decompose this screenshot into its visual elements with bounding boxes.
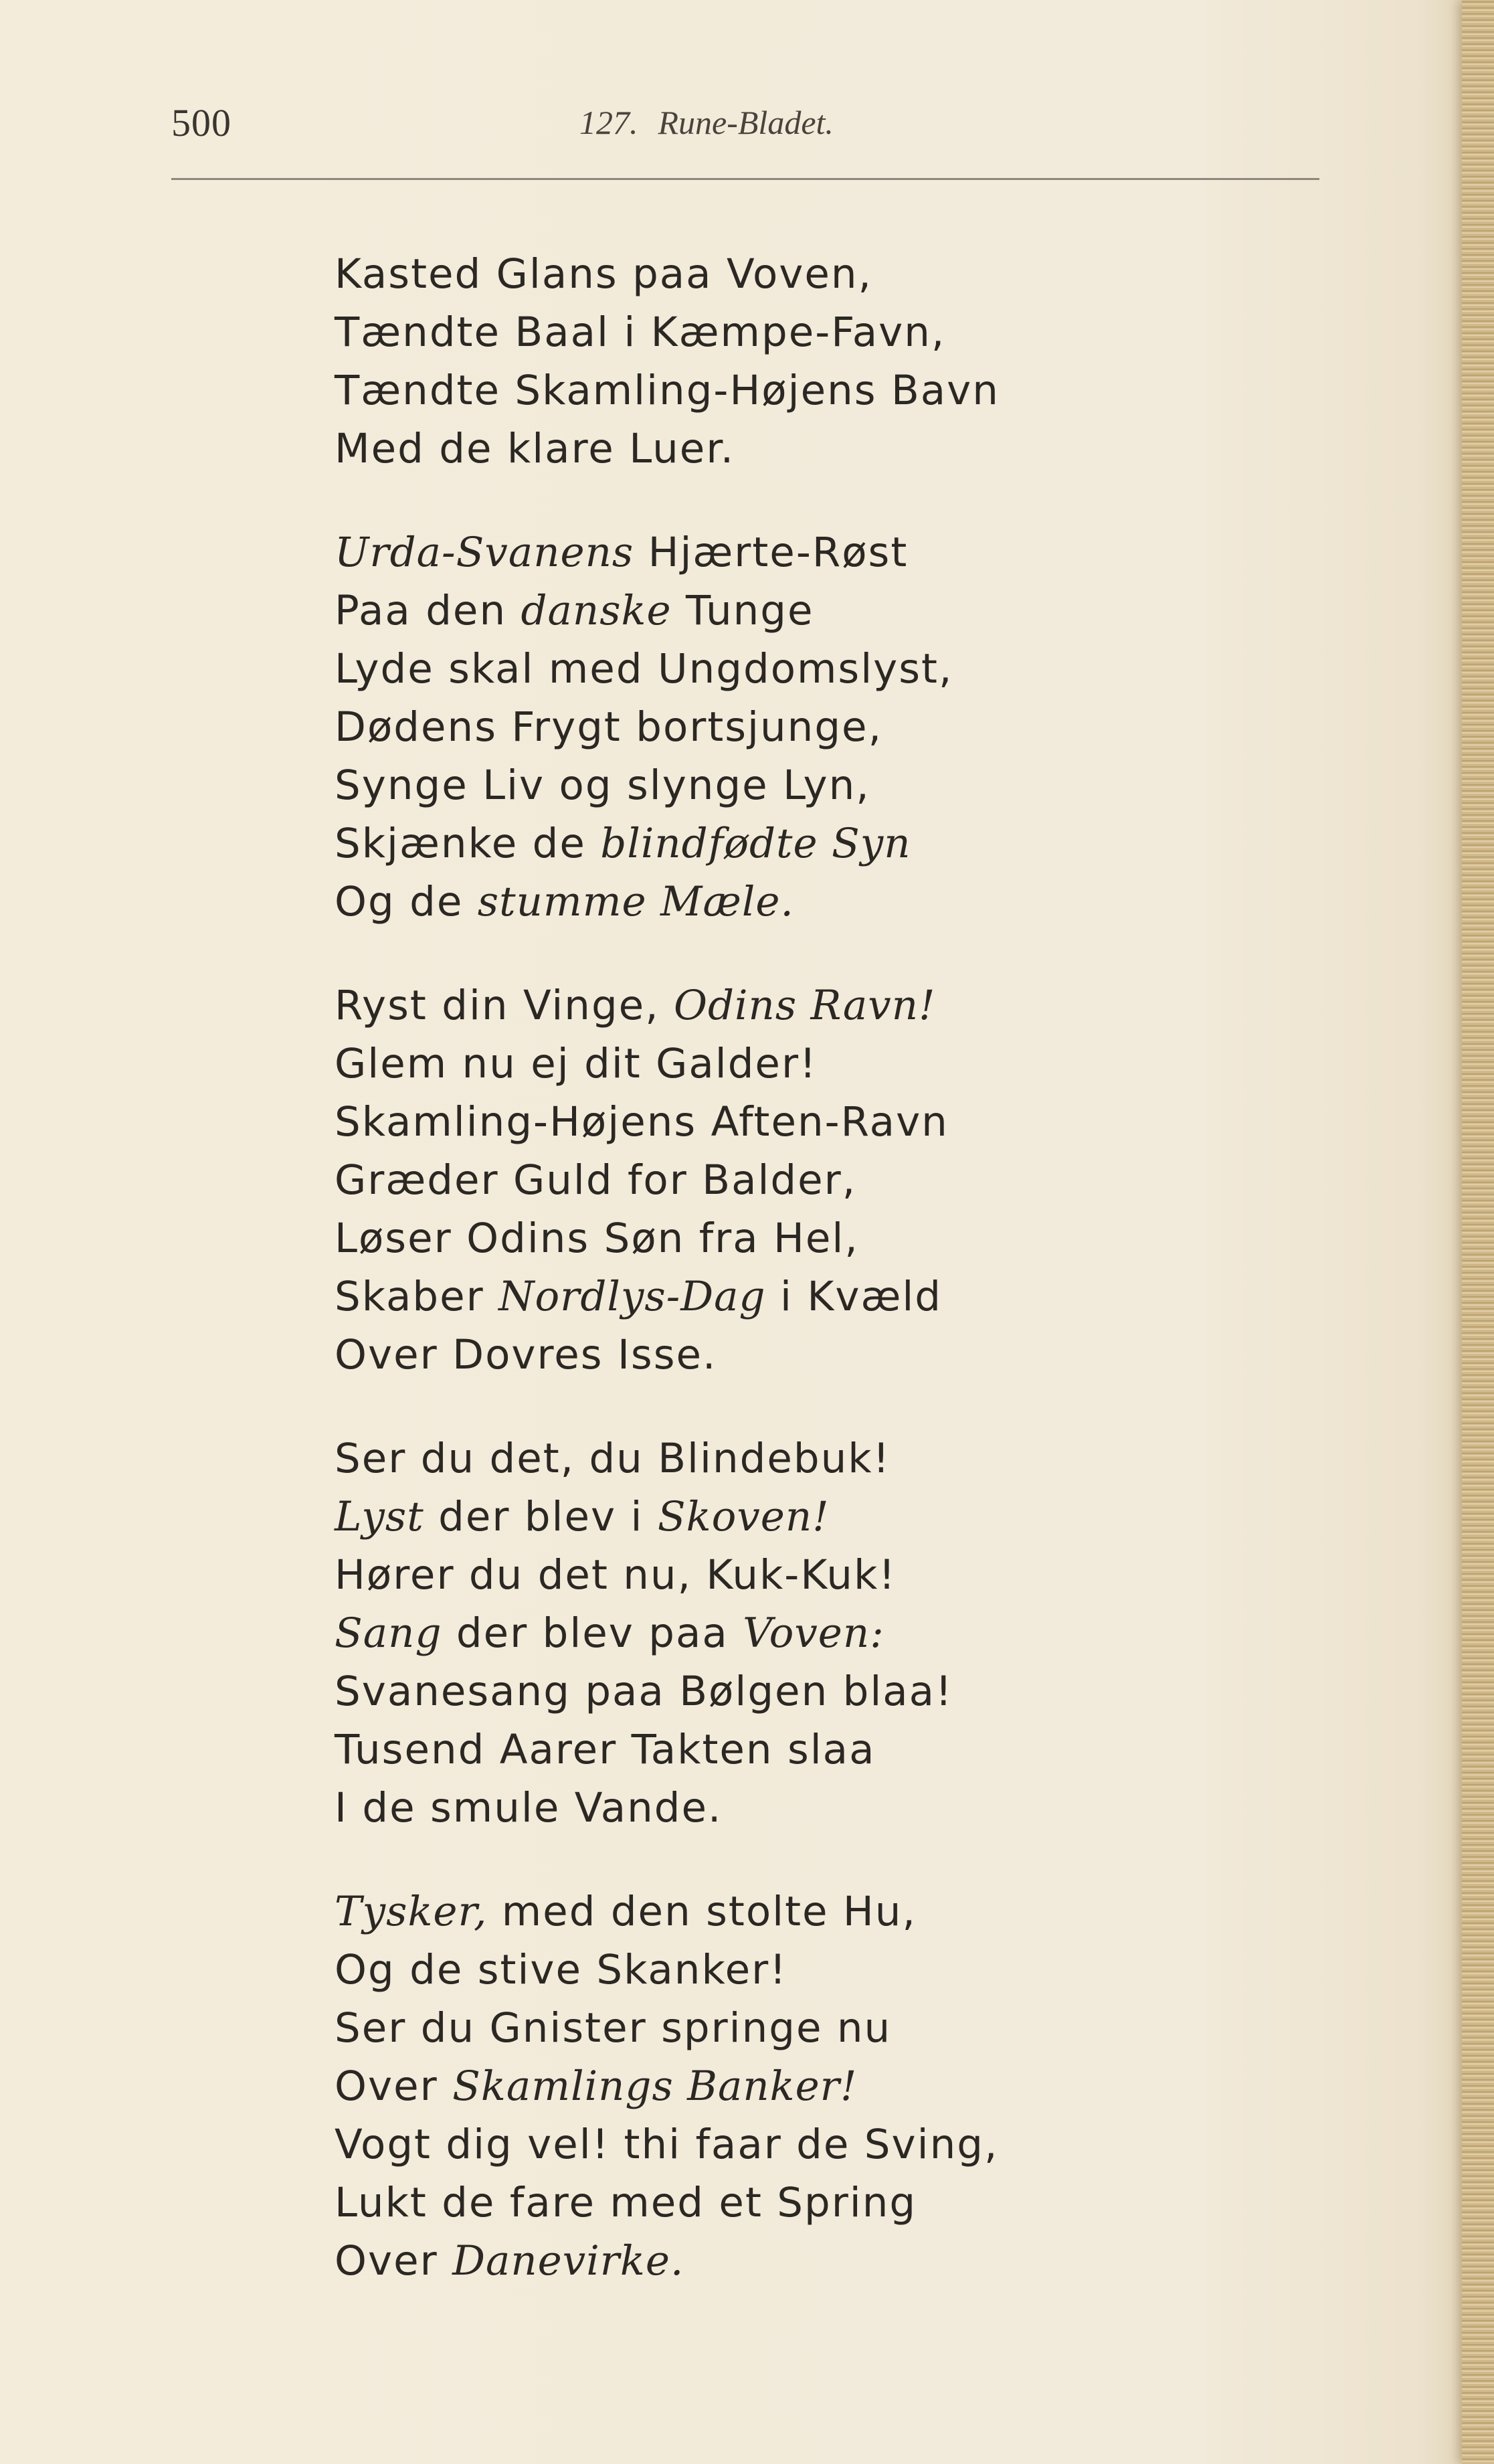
poem-line — [335, 1721, 1405, 1779]
line-text: Og de stive Skanker! — [335, 1946, 787, 1994]
line-text: Lukt de fare med et Spring — [335, 2179, 917, 2226]
line-text: Ryst din Vinge, — [335, 982, 674, 1029]
line-text: Med de klare Luer. — [335, 425, 735, 472]
line-text: Vogt dig vel! thi faar de Sving, — [335, 2121, 999, 2168]
line-text: Over Dovres Isse. — [335, 1331, 717, 1379]
chapter-number: 127. — [579, 104, 638, 141]
poem-line — [335, 873, 1405, 931]
poem-line — [335, 1604, 1405, 1662]
poem — [335, 245, 1405, 2336]
italic-text: stumme Mæle. — [477, 878, 794, 926]
running-head — [579, 103, 834, 142]
stanza — [335, 245, 1405, 478]
line-text: Hjærte-Røst — [634, 529, 909, 576]
line-text: Dødens Frygt bortsjunge, — [335, 703, 882, 751]
line-text: I de smule Vande. — [335, 1784, 723, 1832]
line-text: Over — [335, 2062, 453, 2110]
poem-line — [335, 1035, 1405, 1093]
italic-text: Skoven! — [657, 1493, 830, 1541]
page-number: 500 — [171, 101, 231, 145]
stanza — [335, 976, 1405, 1384]
line-text: der blev i — [424, 1493, 658, 1541]
line-text: Løser Odins Søn fra Hel, — [335, 1215, 859, 1262]
poem-line — [335, 1779, 1405, 1837]
poem-line — [335, 2115, 1405, 2174]
poem-line — [335, 1882, 1405, 1941]
italic-text: Lyst — [335, 1493, 424, 1541]
poem-line — [335, 698, 1405, 756]
poem-line — [335, 303, 1405, 361]
line-text: Skjænke de — [335, 820, 601, 867]
stanza — [335, 1882, 1405, 2290]
poem-line — [335, 1326, 1405, 1384]
poem-line — [335, 420, 1405, 478]
poem-line — [335, 2057, 1405, 2115]
poem-line — [335, 245, 1405, 303]
poem-line — [335, 1941, 1405, 1999]
italic-text: Tysker, — [335, 1888, 488, 1935]
poem-line — [335, 1488, 1405, 1546]
line-text: i Kvæld — [765, 1273, 943, 1320]
italic-text: Urda-Svanens — [335, 529, 634, 576]
poem-line — [335, 523, 1405, 582]
line-text: Tændte Skamling-Højens Bavn — [335, 367, 1000, 414]
line-text: der blev paa — [442, 1609, 743, 1657]
poem-line — [335, 814, 1405, 873]
italic-text: Skamlings Banker! — [452, 2062, 858, 2110]
line-text: Synge Liv og slynge Lyn, — [335, 762, 870, 809]
poem-line — [335, 1267, 1405, 1326]
poem-line — [335, 582, 1405, 640]
page-header — [171, 100, 1309, 161]
italic-text: Nordlys-Dag — [498, 1273, 766, 1320]
line-text: Paa den — [335, 587, 521, 634]
italic-text: Odins Ravn! — [673, 982, 936, 1029]
line-text: Kasted Glans paa Voven, — [335, 250, 872, 298]
poem-line — [335, 2232, 1405, 2290]
line-text: Skaber — [335, 1273, 499, 1320]
page-edge — [1462, 0, 1494, 2464]
header-rule — [171, 178, 1319, 180]
line-text: Glem nu ej dit Galder! — [335, 1040, 818, 1087]
italic-text: danske — [521, 587, 672, 634]
poem-line — [335, 1151, 1405, 1209]
poem-line — [335, 1546, 1405, 1604]
stanza — [335, 523, 1405, 931]
line-text: Tændte Baal i Kæmpe-Favn, — [335, 309, 946, 356]
italic-text: Sang — [335, 1609, 442, 1657]
stanza — [335, 1429, 1405, 1837]
line-text: Tunge — [671, 587, 814, 634]
line-text: Tusend Aarer Takten slaa — [335, 1726, 876, 1773]
poem-line — [335, 2174, 1405, 2232]
line-text: Svanesang paa Bølgen blaa! — [335, 1668, 953, 1715]
line-text: Over — [335, 2237, 453, 2285]
italic-text: Danevirke. — [452, 2237, 684, 2285]
poem-line — [335, 976, 1405, 1035]
line-text: Hører du det nu, Kuk-Kuk! — [335, 1551, 897, 1599]
poem-line — [335, 756, 1405, 814]
poem-line — [335, 1429, 1405, 1488]
poem-line — [335, 1093, 1405, 1151]
line-text: Lyde skal med Ungdomslyst, — [335, 645, 953, 693]
line-text: Skamling-Højens Aften-Ravn — [335, 1098, 949, 1146]
line-text: Ser du Gnister springe nu — [335, 2004, 892, 2052]
poem-line — [335, 1662, 1405, 1721]
line-text: Og de — [335, 878, 478, 926]
chapter-title: Rune-Bladet. — [658, 104, 834, 141]
line-text: Græder Guld for Balder, — [335, 1156, 857, 1204]
poem-line — [335, 1999, 1405, 2057]
italic-text: blindfødte Syn — [600, 820, 911, 867]
line-text: Ser du det, du Blindebuk! — [335, 1435, 891, 1482]
poem-line — [335, 361, 1405, 420]
line-text: med den stolte Hu, — [487, 1888, 917, 1935]
poem-line — [335, 640, 1405, 698]
poem-line — [335, 1209, 1405, 1267]
italic-text: Voven: — [743, 1609, 884, 1657]
